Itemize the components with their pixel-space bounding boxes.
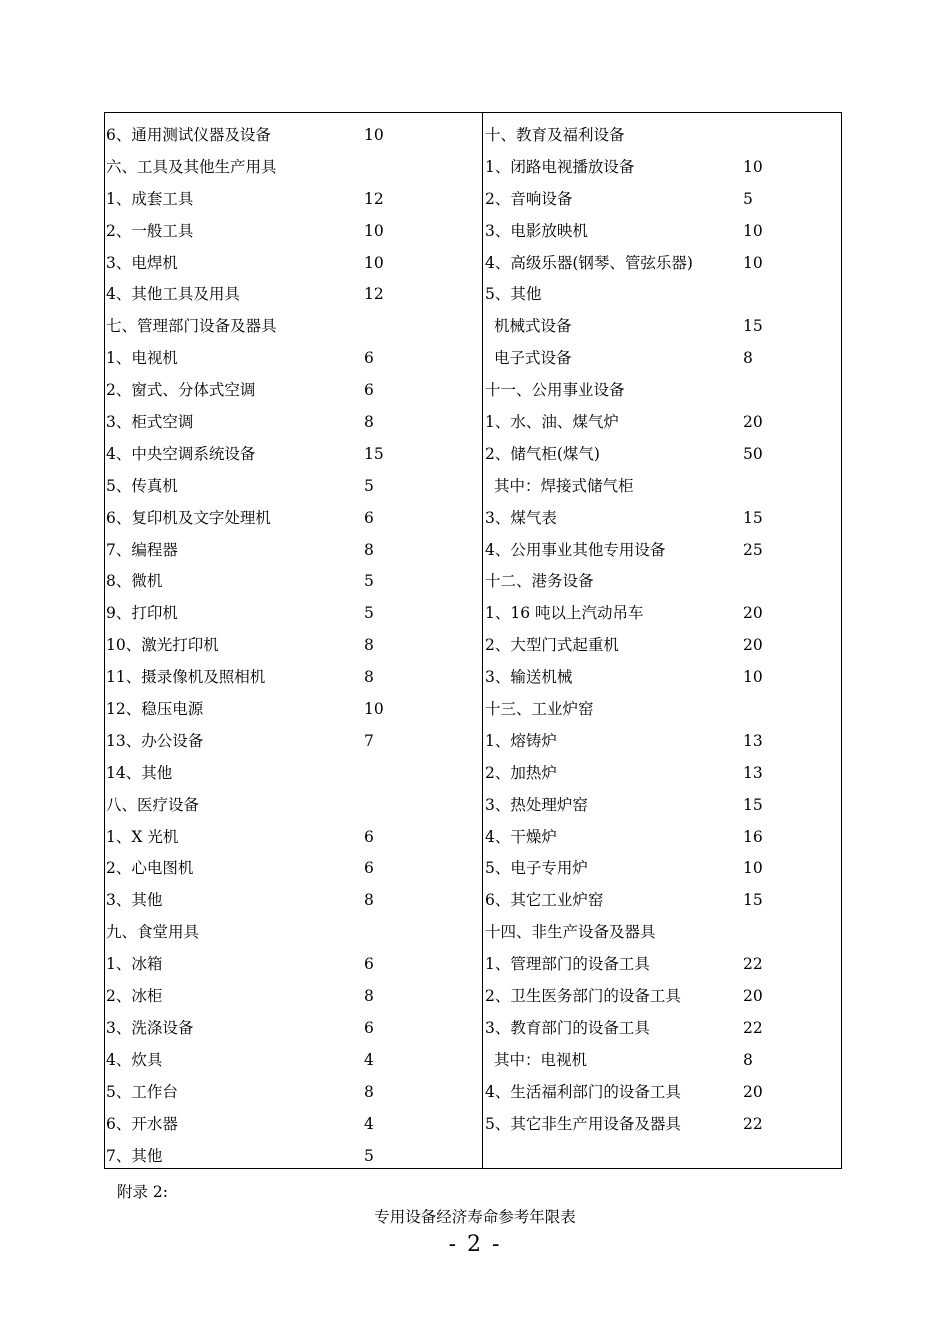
table-row (106, 343, 480, 375)
table-row (106, 1141, 480, 1173)
row-label: 1、管理部门的设备工具 (485, 955, 650, 974)
row-label: 9、打印机 (106, 604, 178, 623)
table-row (485, 343, 839, 375)
row-years: 5 (364, 604, 374, 623)
table-row (485, 981, 839, 1013)
row-label: 6、开水器 (106, 1114, 178, 1133)
table-row (485, 790, 839, 822)
row-years: 12 (364, 189, 384, 208)
row-label: 3、柜式空调 (106, 413, 194, 432)
row-years: 20 (743, 987, 763, 1006)
row-label: 十一、公用事业设备 (485, 381, 625, 400)
row-label: 6、复印机及文字处理机 (106, 508, 271, 527)
table-row (106, 598, 480, 630)
row-years: 16 (743, 827, 763, 846)
table-row (485, 726, 839, 758)
row-years: 8 (364, 987, 374, 1006)
table-row (106, 1077, 480, 1109)
row-label: 5、电子专用炉 (485, 859, 588, 878)
row-label: 1、熔铸炉 (485, 731, 557, 750)
row-years: 4 (364, 1114, 374, 1133)
left-column (106, 120, 480, 1172)
table-row (106, 917, 480, 949)
row-years: 22 (743, 955, 763, 974)
row-label: 4、炊具 (106, 1050, 163, 1069)
row-label: 1、电视机 (106, 349, 178, 368)
table-row (485, 503, 839, 535)
row-years: 5 (364, 572, 374, 591)
row-label: 3、热处理炉窑 (485, 795, 588, 814)
row-years: 5 (364, 1146, 374, 1165)
table-row (106, 503, 480, 535)
row-label: 2、心电图机 (106, 859, 194, 878)
row-label: 5、其他 (485, 285, 542, 304)
table-row (485, 120, 839, 152)
table-row (106, 216, 480, 248)
row-years: 15 (743, 891, 763, 910)
row-label: 1、冰箱 (106, 955, 163, 974)
table-row (485, 949, 839, 981)
row-label: 九、食堂用具 (106, 923, 200, 942)
row-label: 2、大型门式起重机 (485, 636, 619, 655)
row-label: 3、输送机械 (485, 668, 573, 687)
table-row (106, 407, 480, 439)
row-label: 4、其他工具及用具 (106, 285, 240, 304)
table-row (106, 630, 480, 662)
table-row (485, 535, 839, 567)
table-row (106, 1109, 480, 1141)
row-years: 22 (743, 1114, 763, 1133)
table-row (485, 216, 839, 248)
row-years: 10 (743, 668, 763, 687)
table-row (106, 885, 480, 917)
table-row (485, 407, 839, 439)
row-label: 5、传真机 (106, 476, 178, 495)
row-years: 4 (364, 1050, 374, 1069)
table-row (485, 439, 839, 471)
row-years: 6 (364, 827, 374, 846)
row-years: 15 (743, 508, 763, 527)
row-years: 6 (364, 955, 374, 974)
table-row (106, 853, 480, 885)
table-row (485, 1109, 839, 1141)
table-row (485, 630, 839, 662)
row-years: 13 (743, 763, 763, 782)
row-years: 10 (743, 221, 763, 240)
row-label: 其中：电视机 (494, 1050, 588, 1069)
table-row (106, 120, 480, 152)
table-row (106, 184, 480, 216)
table-row (106, 822, 480, 854)
table-row (485, 152, 839, 184)
row-label: 十四、非生产设备及器具 (485, 923, 656, 942)
row-years: 6 (364, 859, 374, 878)
table-row (485, 375, 839, 407)
row-years: 6 (364, 349, 374, 368)
table-row (106, 279, 480, 311)
row-label: 10、激光打印机 (106, 636, 219, 655)
row-label: 六、工具及其他生产用具 (106, 157, 277, 176)
row-years: 10 (364, 253, 384, 272)
row-label: 3、其他 (106, 891, 163, 910)
row-label: 12、稳压电源 (106, 700, 204, 719)
table-row (485, 566, 839, 598)
row-years: 15 (364, 444, 384, 463)
row-years: 8 (364, 413, 374, 432)
row-label: 6、通用测试仪器及设备 (106, 126, 271, 144)
table-row (485, 1045, 839, 1077)
row-years: 25 (743, 540, 763, 559)
row-label: 2、储气柜(煤气) (485, 444, 600, 463)
row-years: 20 (743, 604, 763, 623)
row-label: 七、管理部门设备及器具 (106, 317, 277, 336)
row-years: 22 (743, 1018, 763, 1037)
row-label: 1、水、油、煤气炉 (485, 413, 619, 432)
row-label: 十二、港务设备 (485, 572, 594, 591)
table-row (485, 694, 839, 726)
row-years: 6 (364, 381, 374, 400)
row-years: 20 (743, 636, 763, 655)
row-years: 15 (743, 317, 763, 336)
row-label: 14、其他 (106, 763, 173, 782)
row-years: 6 (364, 1018, 374, 1037)
table-caption: 专用设备经济寿命参考年限表 (374, 1208, 576, 1226)
table-row (485, 279, 839, 311)
row-label: 十三、工业炉窑 (485, 700, 594, 719)
table-row (485, 598, 839, 630)
row-years: 10 (364, 700, 384, 719)
row-label: 1、闭路电视播放设备 (485, 157, 635, 176)
row-label: 十、教育及福利设备 (485, 126, 625, 144)
table-row (485, 662, 839, 694)
row-label: 1、成套工具 (106, 189, 194, 208)
row-years: 8 (364, 636, 374, 655)
row-years: 10 (743, 859, 763, 878)
table-row (485, 1077, 839, 1109)
table-row (106, 726, 480, 758)
row-years: 15 (743, 795, 763, 814)
table-row (106, 949, 480, 981)
table-row (485, 917, 839, 949)
table-row (485, 184, 839, 216)
table-row (106, 471, 480, 503)
row-label: 4、干燥炉 (485, 827, 557, 846)
row-years: 8 (364, 540, 374, 559)
row-years: 7 (364, 731, 374, 750)
row-years: 8 (743, 349, 753, 368)
row-years: 10 (364, 126, 384, 144)
right-column (485, 120, 839, 1141)
row-label: 7、编程器 (106, 540, 178, 559)
row-label: 2、一般工具 (106, 221, 194, 240)
row-label: 6、其它工业炉窑 (485, 891, 604, 910)
table-row (106, 790, 480, 822)
row-label: 3、洗涤设备 (106, 1018, 194, 1037)
table-row (106, 152, 480, 184)
row-label: 4、生活福利部门的设备工具 (485, 1082, 681, 1101)
row-label: 13、办公设备 (106, 731, 204, 750)
table-row (485, 822, 839, 854)
table-row (106, 1045, 480, 1077)
table-row (106, 981, 480, 1013)
row-years: 8 (743, 1050, 753, 1069)
row-years: 10 (364, 221, 384, 240)
row-label: 4、中央空调系统设备 (106, 444, 256, 463)
table-row (106, 439, 480, 471)
table-row (485, 311, 839, 343)
row-label: 3、电焊机 (106, 253, 178, 272)
row-years: 13 (743, 731, 763, 750)
table-row (485, 471, 839, 503)
row-label: 3、教育部门的设备工具 (485, 1018, 650, 1037)
row-label: 机械式设备 (494, 317, 572, 336)
row-years: 6 (364, 508, 374, 527)
row-years: 8 (364, 891, 374, 910)
row-label: 2、卫生医务部门的设备工具 (485, 987, 681, 1006)
row-label: 11、摄录像机及照相机 (106, 668, 266, 687)
row-label: 3、电影放映机 (485, 221, 588, 240)
row-label: 4、高级乐器(钢琴、管弦乐器) (485, 253, 693, 272)
table-row (106, 375, 480, 407)
row-years: 12 (364, 285, 384, 304)
table-row (485, 248, 839, 280)
table-row (106, 662, 480, 694)
row-label: 8、微机 (106, 572, 163, 591)
table-row (106, 535, 480, 567)
table-row (106, 1013, 480, 1045)
row-years: 50 (743, 444, 763, 463)
table-row (106, 694, 480, 726)
appendix-label: 附录 2: (117, 1183, 169, 1201)
table-row (485, 853, 839, 885)
row-years: 20 (743, 413, 763, 432)
row-label: 4、公用事业其他专用设备 (485, 540, 666, 559)
page-number: - 2 - (448, 1232, 502, 1257)
row-label: 2、加热炉 (485, 763, 557, 782)
table-row (106, 758, 480, 790)
row-label: 2、音响设备 (485, 189, 573, 208)
table-row (485, 885, 839, 917)
row-years: 5 (364, 476, 374, 495)
row-label: 1、X 光机 (106, 827, 179, 846)
row-years: 10 (743, 253, 763, 272)
row-label: 其中：焊接式储气柜 (494, 476, 634, 495)
row-label: 2、冰柜 (106, 987, 163, 1006)
table-row (106, 566, 480, 598)
table-row (485, 1013, 839, 1045)
row-label: 5、其它非生产用设备及器具 (485, 1114, 681, 1133)
row-years: 8 (364, 1082, 374, 1101)
row-label: 2、窗式、分体式空调 (106, 381, 256, 400)
row-years: 5 (743, 189, 753, 208)
row-label: 7、其他 (106, 1146, 163, 1165)
row-label: 八、医疗设备 (106, 795, 200, 814)
table-row (485, 758, 839, 790)
column-divider (482, 112, 483, 1169)
table-row (106, 248, 480, 280)
row-label: 电子式设备 (494, 349, 572, 368)
row-years: 10 (743, 157, 763, 176)
table-row (106, 311, 480, 343)
row-label: 5、工作台 (106, 1082, 178, 1101)
row-label: 1、16 吨以上汽动吊车 (485, 604, 644, 623)
row-years: 20 (743, 1082, 763, 1101)
row-years: 8 (364, 668, 374, 687)
row-label: 3、煤气表 (485, 508, 557, 527)
